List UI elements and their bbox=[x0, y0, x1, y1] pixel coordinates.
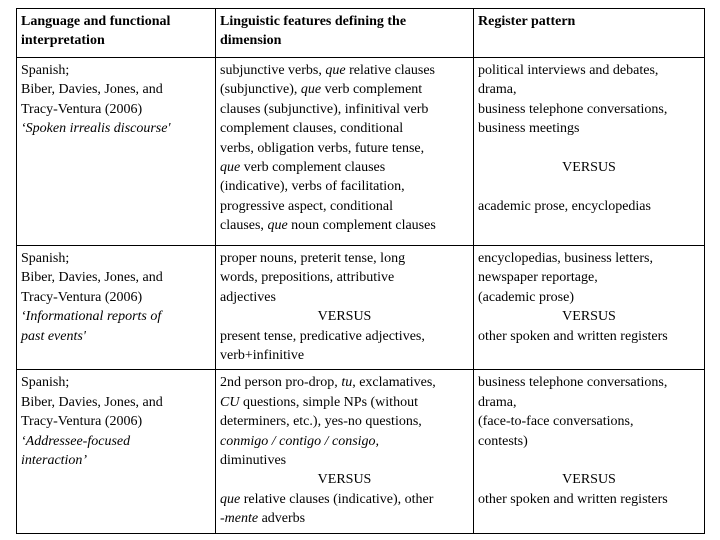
header-language-line: interpretation bbox=[21, 33, 105, 49]
feature-line: -mente adverbs bbox=[220, 511, 306, 527]
versus-label: VERSUS bbox=[317, 472, 372, 488]
register-line: other spoken and written registers bbox=[478, 328, 668, 344]
language-line: Biber, Davies, Jones, and bbox=[21, 394, 163, 410]
register-cell bbox=[474, 58, 705, 246]
language-cell bbox=[17, 246, 216, 370]
dimension-label: interaction’ bbox=[21, 453, 88, 469]
feature-line: subjunctive verbs, que relative clauses bbox=[220, 63, 435, 78]
dimensions-table bbox=[16, 8, 705, 534]
language-line: Tracy-Ventura (2006) bbox=[21, 289, 143, 305]
language-line: Biber, Davies, Jones, and bbox=[21, 270, 163, 286]
register-line: newspaper reportage, bbox=[478, 270, 598, 286]
register-line: business telephone conversations, bbox=[478, 101, 668, 117]
register-line: political interviews and debates, bbox=[478, 63, 659, 78]
feature-line: (subjunctive), que verb complement bbox=[220, 82, 423, 98]
feature-line: verb+infinitive bbox=[220, 348, 305, 364]
register-line: contests) bbox=[478, 433, 528, 449]
feature-line: adjectives bbox=[220, 289, 276, 305]
language-line: Biber, Davies, Jones, and bbox=[21, 82, 163, 98]
dimension-label: ‘Spoken irrealis discourse' bbox=[21, 121, 171, 137]
register-line: (academic prose) bbox=[478, 289, 574, 305]
feature-line: CU questions, simple NPs (without bbox=[220, 394, 418, 410]
dimension-label: ‘Informational reports of bbox=[21, 309, 162, 325]
register-line: other spoken and written registers bbox=[478, 491, 668, 507]
feature-line: proper nouns, preterit tense, long bbox=[220, 251, 406, 266]
language-cell bbox=[17, 58, 216, 246]
features-cell bbox=[216, 246, 474, 370]
feature-line: (indicative), verbs of facilitation, bbox=[220, 179, 405, 195]
register-line: encyclopedias, business letters, bbox=[478, 251, 653, 266]
register-line: (face-to-face conversations, bbox=[478, 414, 634, 430]
feature-line: complement clauses, conditional bbox=[220, 121, 404, 137]
feature-line: diminutives bbox=[220, 453, 287, 469]
feature-line: progressive aspect, conditional bbox=[220, 198, 394, 214]
register-line: business meetings bbox=[478, 121, 580, 137]
table-row bbox=[17, 58, 705, 246]
feature-line: present tense, predicative adjectives, bbox=[220, 328, 425, 344]
language-line: Spanish; bbox=[21, 251, 70, 266]
feature-line: verbs, obligation verbs, future tense, bbox=[220, 140, 425, 156]
header-row bbox=[17, 9, 705, 58]
language-line: Spanish; bbox=[21, 63, 70, 78]
language-cell bbox=[17, 370, 216, 533]
features-cell bbox=[216, 58, 474, 246]
register-line: academic prose, encyclopedias bbox=[478, 198, 651, 214]
feature-line: clauses (subjunctive), infinitival verb bbox=[220, 101, 429, 117]
language-line: Tracy-Ventura (2006) bbox=[21, 414, 143, 430]
register-cell bbox=[474, 370, 705, 533]
versus-label: VERSUS bbox=[562, 160, 616, 176]
dimension-label: past events' bbox=[21, 328, 86, 344]
register-line: drama, bbox=[478, 82, 517, 98]
feature-line: words, prepositions, attributive bbox=[220, 270, 395, 286]
header-language bbox=[17, 9, 216, 58]
header-features-line: Linguistic features defining the bbox=[220, 14, 407, 29]
language-line: Tracy-Ventura (2006) bbox=[21, 101, 143, 117]
feature-line: 2nd person pro-drop, tu, exclamatives, bbox=[220, 375, 436, 391]
feature-line: determiners, etc.), yes-no questions, bbox=[220, 414, 422, 430]
versus-label: VERSUS bbox=[562, 309, 616, 325]
header-register-line: Register pattern bbox=[478, 14, 576, 29]
register-line: business telephone conversations, bbox=[478, 375, 668, 391]
feature-line: clauses, que noun complement clauses bbox=[220, 218, 436, 234]
header-features bbox=[216, 9, 474, 58]
table-row bbox=[17, 370, 705, 533]
language-line: Spanish; bbox=[21, 375, 70, 391]
header-language-line: Language and functional bbox=[21, 14, 171, 29]
header-features-line: dimension bbox=[220, 33, 282, 49]
register-line: drama, bbox=[478, 394, 517, 410]
feature-line: que verb complement clauses bbox=[220, 160, 386, 176]
register-cell bbox=[474, 246, 705, 370]
feature-line: conmigo / contigo / consigo, bbox=[220, 433, 380, 449]
features-cell bbox=[216, 370, 474, 533]
versus-label: VERSUS bbox=[562, 472, 616, 488]
header-register bbox=[474, 9, 705, 58]
versus-label: VERSUS bbox=[317, 309, 372, 325]
feature-line: que relative clauses (indicative), other bbox=[220, 491, 434, 507]
table-row bbox=[17, 246, 705, 370]
dimension-label: ‘Addressee-focused bbox=[21, 433, 131, 449]
